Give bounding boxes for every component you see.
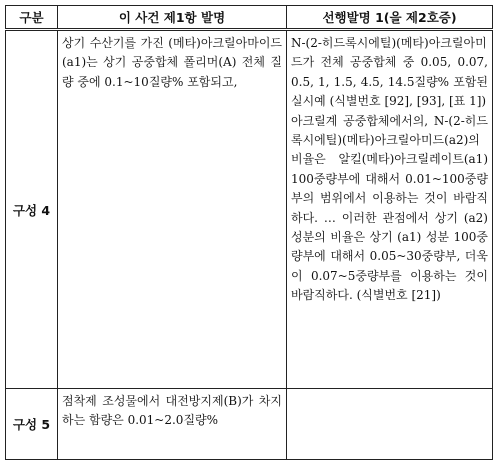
comparison-table — [5, 5, 493, 460]
invention-cell — [58, 30, 287, 389]
invention-text: 상기 수산기를 가진 (메타)아크릴아마이드(a1)는 상기 공중합체 폴리머(A) 전체 질량 중에 0.1~10질량% 포함되고, — [62, 36, 282, 89]
row-label: 구성 4 — [6, 30, 58, 389]
prior-art-paragraph-1: N-(2-히드록시에틸)(메타)아크릴아미드가 전체 공중합체 중 0.05, 0.07, 0.5, 1, 1.5, 4.5, 14.5질량% 포함된 실시예 (식별번호 [92], [93], [표 1]) — [291, 36, 488, 109]
header-invention: 이 사건 제1항 발명 — [58, 6, 287, 30]
prior-art-paragraph-2: 아크릴계 공중합체에서의, N-(2-히드록시에틸)(메타)아크릴아미드(a2)의 비율은 알킬(메타)아크릴레이트(a1) 100중량부에 대해서 0.01~100중량부의 범위에서 이용하는 것이 바람직하다. … 이러한 관점에서 상기 (a2) 성분의 비율은 상기 (a1) 성분 100중량부에 대해서 0.05~30중량부, 더욱이 0.07~5중량부를 이용하는 것이 바람직하다. (식별번호 [21]) — [291, 113, 488, 303]
table-header-row — [6, 6, 493, 30]
invention-text: 점착제 조성물에서 대전방지제(B)가 차지하는 함량은 0.01~2.0질량% — [62, 394, 282, 428]
header-prior-art: 선행발명 1(을 제2호증) — [287, 6, 493, 30]
table-row-component-5 — [6, 389, 493, 460]
table-row-component-4 — [6, 30, 493, 389]
invention-cell — [58, 389, 287, 460]
comparison-table-container — [5, 5, 493, 460]
row-label: 구성 5 — [6, 389, 58, 460]
prior-art-cell — [287, 30, 493, 389]
header-division: 구분 — [6, 6, 58, 30]
prior-art-cell-empty — [287, 389, 493, 460]
